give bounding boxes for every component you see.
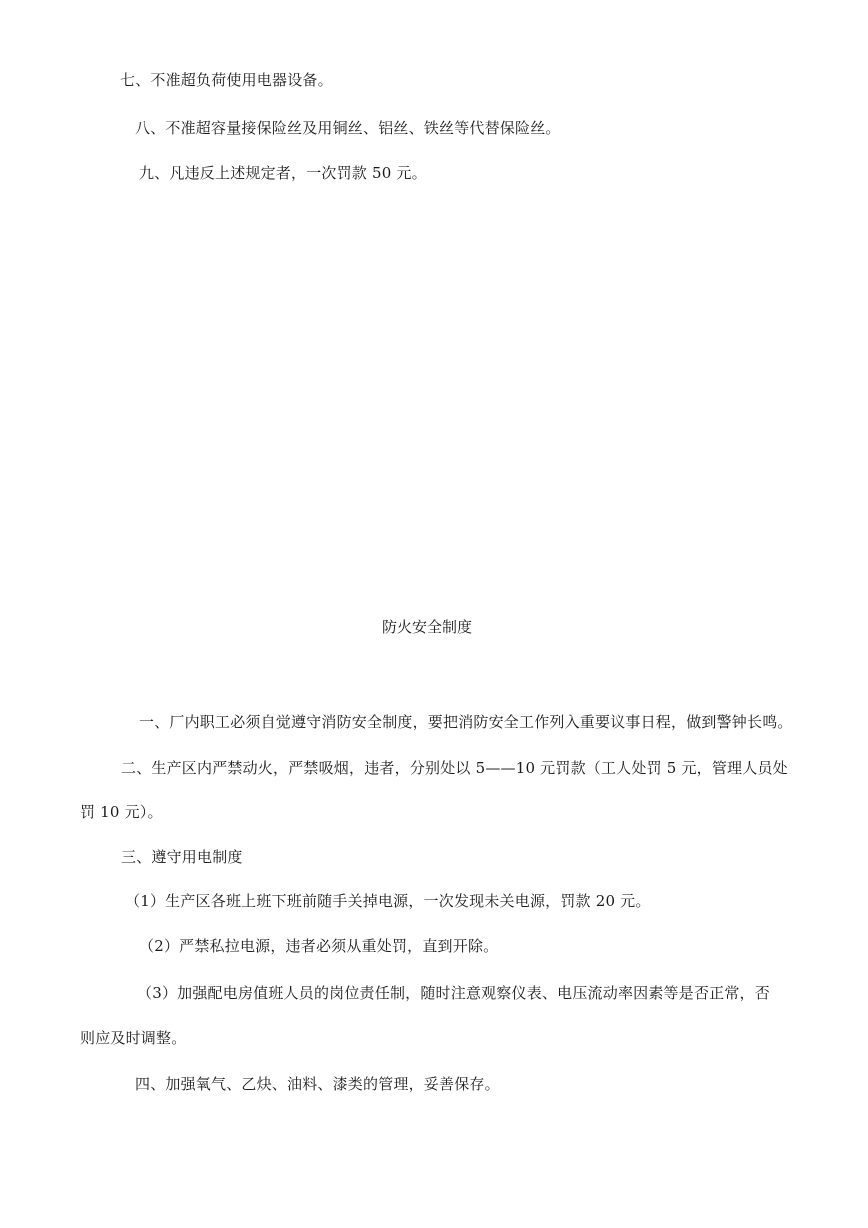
paragraph-two-line2: 罚 10 元）。 [80,803,163,821]
paragraph-four: 四、加强氧气、乙炔、油料、漆类的管理，妥善保存。 [135,1075,500,1093]
paragraph-three-item-3-line2: 则应及时调整。 [80,1029,187,1047]
paragraph-two-line1: 二、生产区内严禁动火，严禁吸烟，违者，分别处以 5——10 元罚款（工人处罚 5 元，管理人员处 [121,759,788,777]
rule-eight: 八、不准超容量接保险丝及用铜丝、铝丝、铁丝等代替保险丝。 [135,119,561,137]
paragraph-three-item-3-line1: （3）加强配电房值班人员的岗位责任制，随时注意观察仪表、电压流动率因素等是否正常，否 [137,984,770,1002]
paragraph-three-item-2: （2）严禁私拉电源，违者必须从重处罚，直到开除。 [139,937,499,955]
paragraph-one: 一、厂内职工必须自觉遵守消防安全制度，要把消防安全工作列入重要议事日程，做到警钟长鸣。 [139,713,793,731]
paragraph-three: 三、遵守用电制度 [121,848,243,866]
rule-nine: 九、凡违反上述规定者，一次罚款 50 元。 [139,164,427,182]
paragraph-three-item-1: （1）生产区各班上班下班前随手关掉电源，一次发现未关电源，罚款 20 元。 [125,892,651,910]
rule-seven: 七、不准超负荷使用电器设备。 [120,71,333,89]
section-title: 防火安全制度 [382,618,473,636]
